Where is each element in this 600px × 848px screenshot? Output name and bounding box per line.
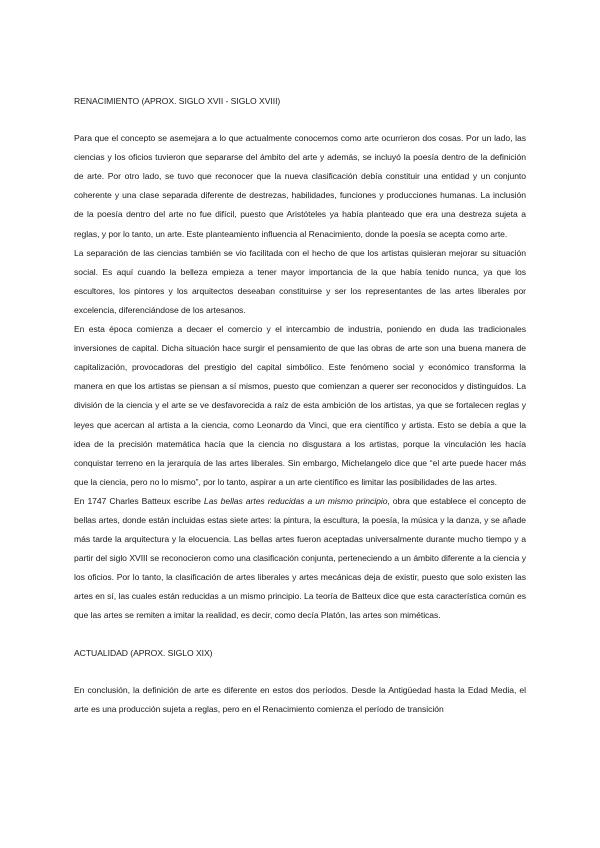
batteux-body-text: , obra que establece el concepto de bellas artes, donde están incluidas estas siete artes: la pintura, la escultura, la poesía, la música y la danza, y se añade más tarde la arquitectura y la elocuencia. Las bellas artes fueron aceptadas universalmente durante mucho tiempo y a partir del siglo XVIII se reconocieron como una clasificación conjunta, perteneciendo a un ámbito diferente a la ciencia y los oficios. Por lo tanto, la clasificación de artes liberales y artes mecánicas deja de existir, puesto que solo existen las artes en sí, las cuales están reducidas a un mismo principio. La teoría de Batteux dice que esta característica común es que las artes se remiten a imitar la realidad, es decir, como decía Platón, las artes son miméticas. <box>74 495 526 621</box>
batteux-book-title: Las bellas artes reducidas a un mismo principio <box>203 495 388 506</box>
paragraph-renacimiento-3: En esta época comienza a decaer el comercio y el intercambio de industria, poniendo en duda las tradicionales inversiones de capital. Dicha situación hace surgir el pensamiento de que las obras de arte son una buena manera de capitalización, provocadoras del prestigio del capital simbólico. Este fenómeno social y económico transforma la manera en que los artistas se piensan a sí mismos, puesto que comienzan a querer ser reconocidos y distinguidos. La división de la ciencia y el arte se ve desfavorecida a raíz de esta ambición de los artistas, ya que se fortalecen reglas y leyes que acercan al artista a la ciencia, como Leonardo da Vinci, que era científico y artista. Esto se debía a que la idea de la precisión matemática hacía que la ciencia no disgustara a los artistas, porque la vinculación les hacía conquistar terreno en la jerarquía de las artes liberales. Sin embargo, Michelangelo dice que “el arte puede hacer más que la ciencia, pero no lo mismo”, por lo tanto, aspirar a un arte científico es limitar las posibilidades de las artes. <box>74 324 526 487</box>
paragraph-renacimiento-2: La separación de las ciencias también se vio facilitada con el hecho de que los artistas quisieran mejorar su situación social. Es aquí cuando la belleza empieza a tener mayor importancia de la que había tenido nunca, ya que los escultores, los pintores y los arquitectos deseaban constituirse y ser los representantes de las artes liberales por excelencia, diferenciándose de los artesanos. <box>74 247 526 315</box>
section-heading-renacimiento: RENACIMIENTO (APROX. SIGLO XVII - SIGLO XVIII) <box>74 96 281 106</box>
document-body <box>74 92 526 719</box>
paragraph-batteux <box>74 492 526 626</box>
section-heading-actualidad: ACTUALIDAD (APROX. SIGLO XIX) <box>74 647 213 658</box>
batteux-intro-text: En 1747 Charles Batteux escribe <box>74 495 204 506</box>
paragraph-actualidad-1: En conclusión, la definición de arte es diferente en estos dos períodos. Desde la Antigüedad hasta la Edad Media, el arte es una producción sujeta a reglas, pero en el Renacimiento comienza el período de transición <box>74 684 526 714</box>
paragraph-renacimiento-1: Para que el concepto se asemejara a lo que actualmente conocemos como arte ocurrieron dos cosas. Por un lado, las ciencias y los oficios tuvieron que separarse del ámbito del arte y además, se incluyó la poesía dentro de la definición de arte. Por otro lado, se tuvo que reconocer que la nueva clasificación debía constituir una entidad y un conjunto coherente y una clase separada diferente de destrezas, habilidades, funciones y producciones humanas. La inclusión de la poesía dentro del arte no fue difícil, puesto que Aristóteles ya había planteado que era una destreza sujeta a reglas, y por lo tanto, un arte. Este planteamiento influencia al Renacimiento, donde la poesía se acepta como arte. <box>74 133 526 239</box>
